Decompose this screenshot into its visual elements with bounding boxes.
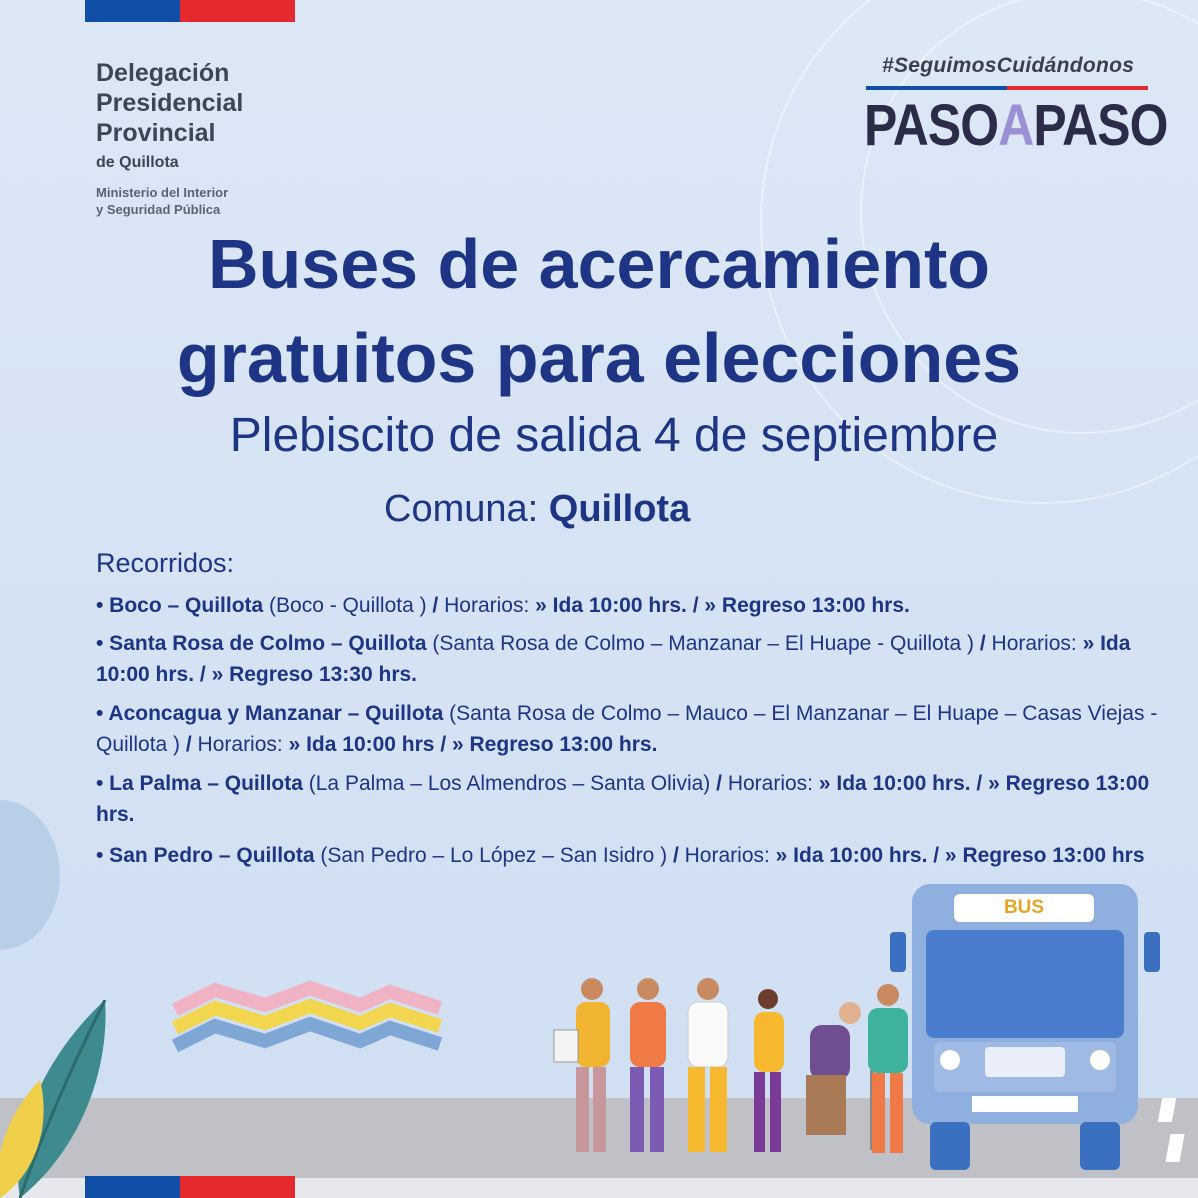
bus-sign [954,894,1094,922]
route-ida: » Ida 10:00 hrs / [288,733,447,756]
bus-body [890,882,1160,1172]
route-horarios: Horarios: [444,594,536,617]
bus-illustration [890,882,1160,1172]
logo-line2: Presidencial [96,89,244,117]
main-title-line1: Buses de acercamiento [207,225,991,303]
route-regreso: » Regreso 13:00 hrs [939,844,1145,867]
comuna-line [384,488,690,531]
route-path: (Boco - Quillota ) [263,594,427,617]
route-regreso: » Regreso 13:00 hrs. [698,594,910,617]
ministry-line2: y Seguridad Pública [96,202,221,217]
routes-label: Recorridos: [96,548,235,578]
ministry-line1: Ministerio del Interior [96,185,229,200]
route-regreso: » Regreso 13:00 hrs. [446,733,658,756]
route-ida: » Ida 10:00 hrs. / [775,844,940,867]
campaign-hashtag: #SeguimosCuidándonos [882,54,1135,77]
flag-bar-top [85,0,295,22]
route-path: (San Pedro – Lo López – San Isidro ) [314,844,668,867]
route-item [96,768,1166,830]
route-path: (La Palma – Los Almendros – Santa Olivia) [302,772,711,795]
route-name: • Boco – Quillota [96,594,264,617]
subtitle: Plebiscito de salida 4 de septiembre [229,409,999,462]
route-ida: » Ida 10:00 hrs. / [96,632,1131,686]
route-regreso: » Regreso 13:30 hrs. [205,663,418,686]
route-item [96,840,1166,871]
comuna-value: Quillota [548,488,691,530]
logo-line4: de Quillota [96,154,179,171]
paso-a-paso-logo [864,92,1168,159]
comuna-label: Comuna: [384,488,539,530]
route-regreso: » Regreso 13:00 hrs. [96,772,1150,826]
wave-ribbon-decoration [170,980,460,1070]
route-horarios: Horarios: [684,844,776,867]
route-name: • San Pedro – Quillota [96,844,315,867]
route-ida: » Ida 10:00 hrs. / [818,772,983,795]
paso-word: PASO [1033,93,1168,158]
paso-word: PASO [864,93,999,158]
flag-bar-bottom [85,1176,295,1198]
route-sep: / [667,844,685,867]
bus-sign-label: BUS [1003,897,1045,918]
route-item [96,628,1166,690]
route-horarios: Horarios: [197,733,289,756]
hashtag-underline [866,86,1148,90]
route-name: • Santa Rosa de Colmo – Quillota [96,632,427,655]
route-item [96,698,1166,760]
route-sep: / [180,733,198,756]
route-path: (Santa Rosa de Colmo – Manzanar – El Huape - Quillota ) [426,632,975,655]
route-horarios: Horarios: [991,632,1083,655]
logo-line3: Provincial [96,119,216,147]
route-sep: / [974,632,992,655]
route-name: • Aconcagua y Manzanar – Quillota [96,702,444,725]
route-path: (Santa Rosa de Colmo – Mauco – El Manzanar – El Huape – Casas Viejas - Quillota ) [96,702,1158,756]
route-name: • La Palma – Quillota [96,772,303,795]
main-title-line2: gratuitos para elecciones [176,319,1022,397]
route-sep: / [426,594,445,617]
leaf-illustration [0,1000,120,1198]
people-illustration [550,975,930,1165]
route-horarios: Horarios: [727,772,819,795]
route-sep: / [710,772,728,795]
route-ida: » Ida 10:00 hrs. / [535,594,699,617]
paso-mid-letter: A [998,93,1034,158]
route-item [96,590,1166,621]
logo-line1: Delegación [96,59,230,87]
deco-blob [0,800,60,950]
